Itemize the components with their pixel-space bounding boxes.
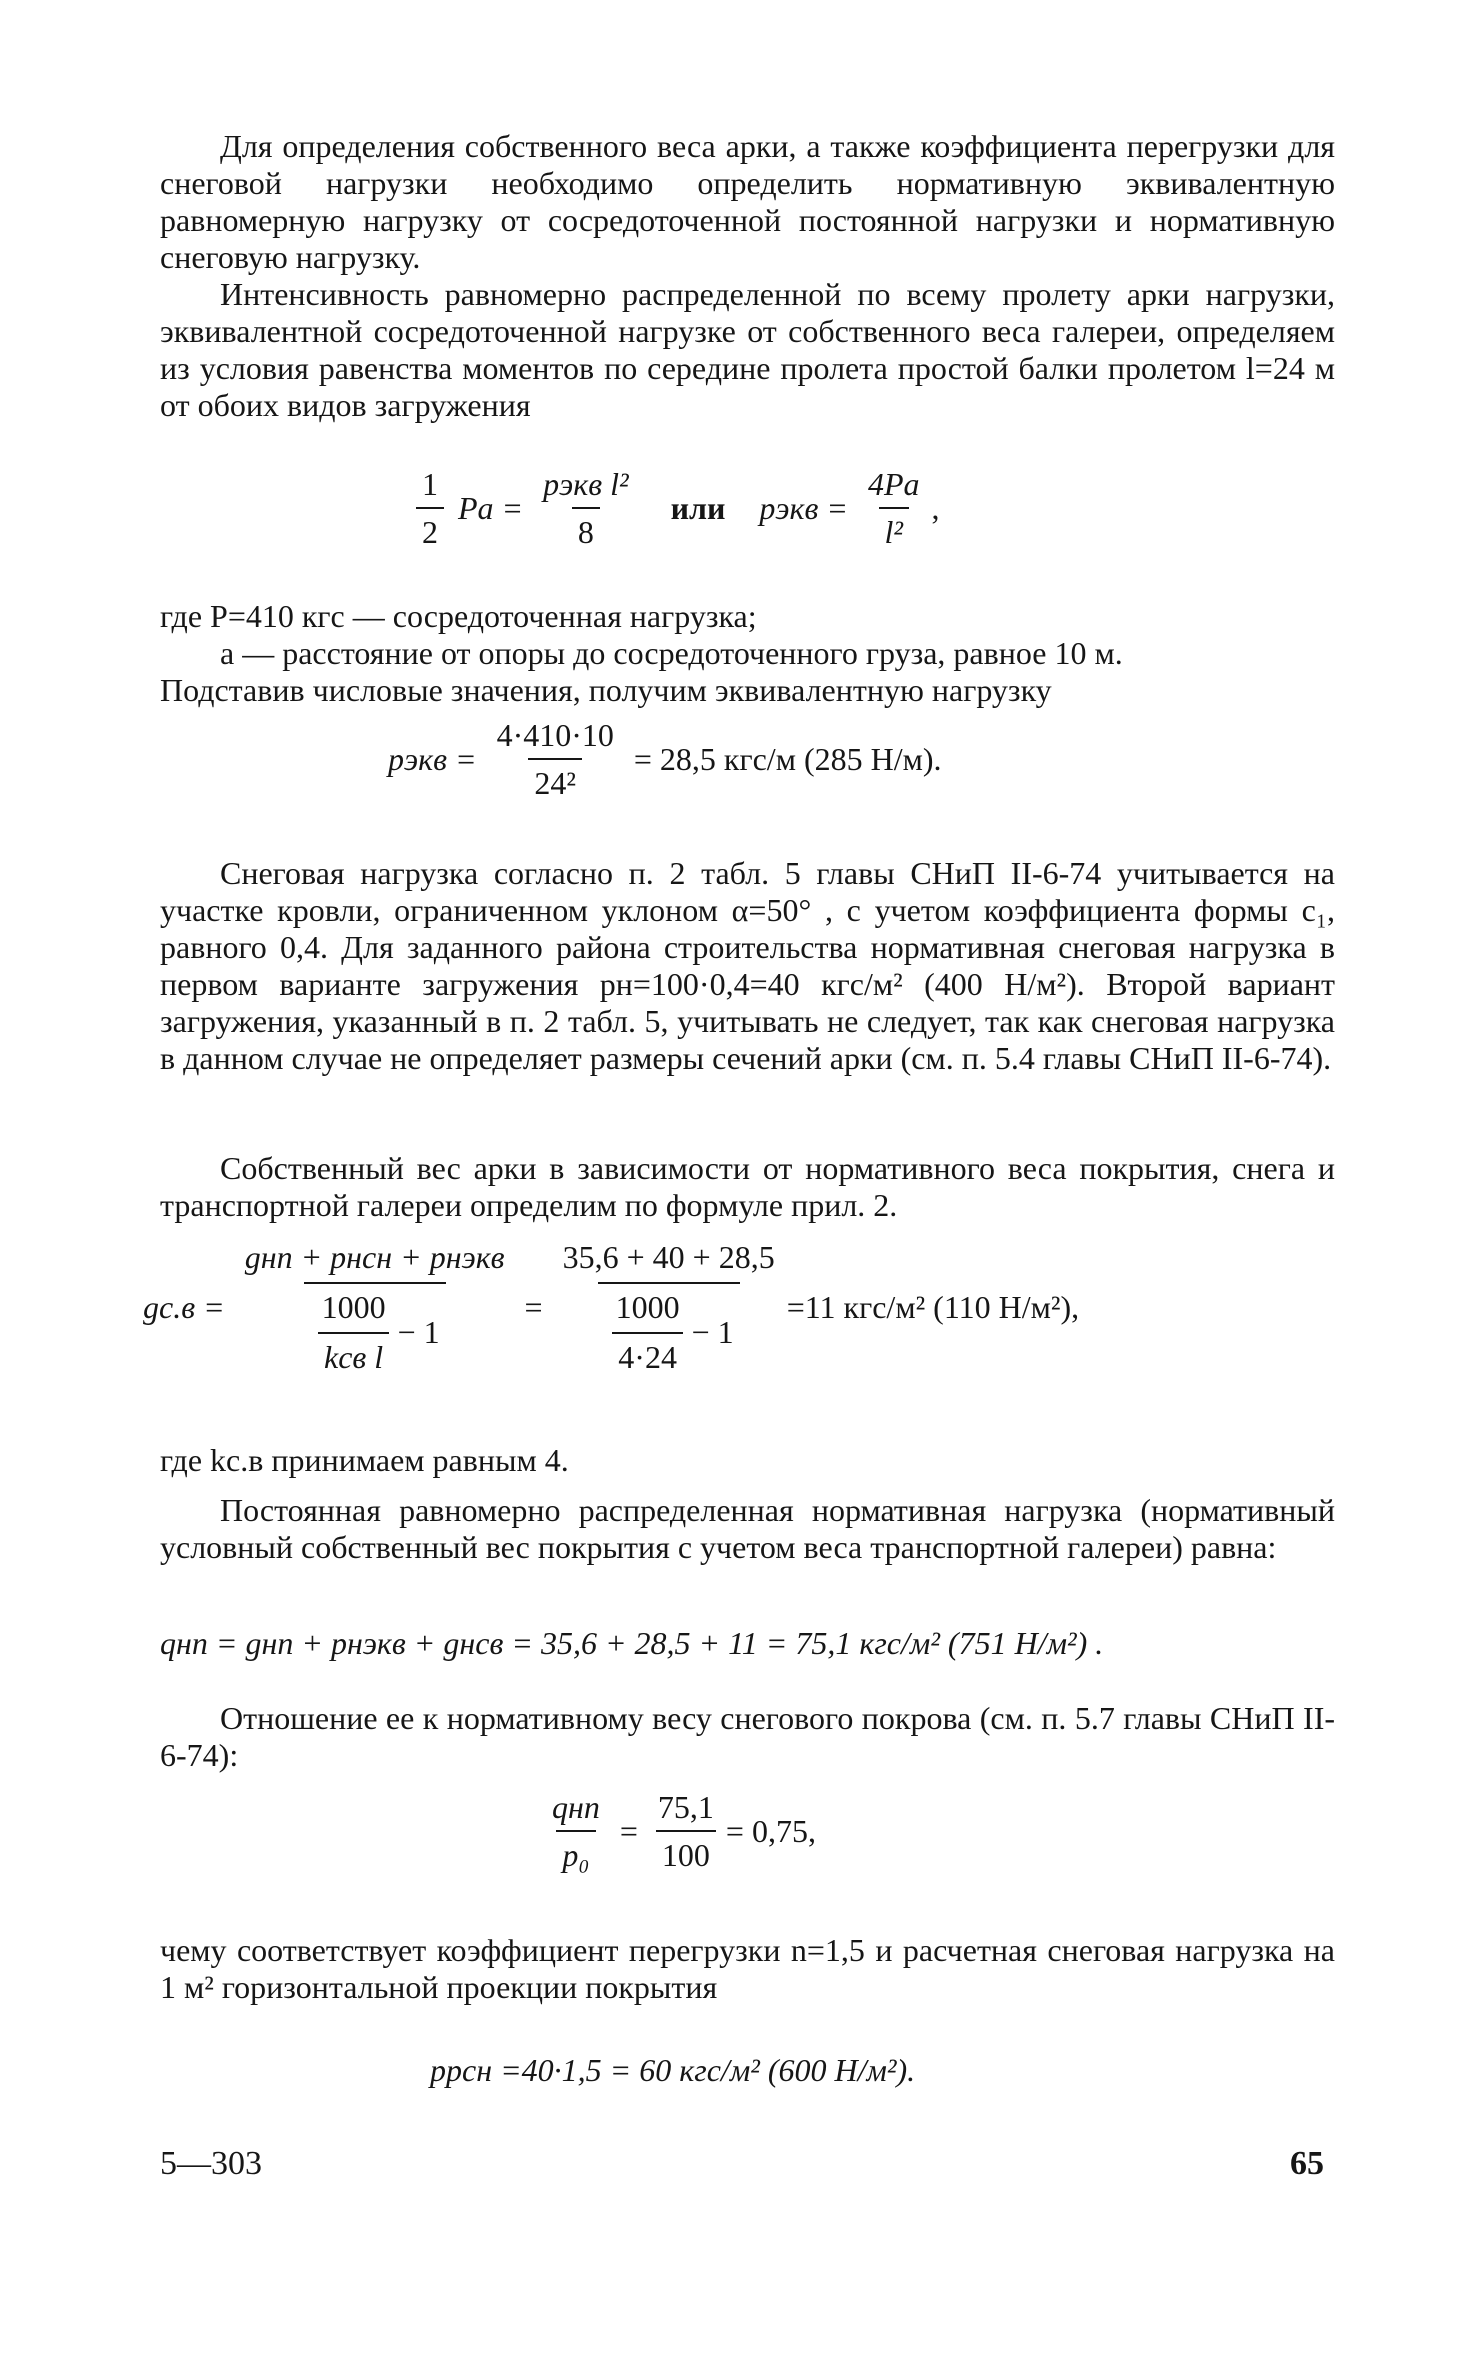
denominator: 2: [416, 507, 444, 551]
fraction-75-over-100: [652, 1788, 720, 1874]
formula-line: pрсн =40·1,5 = 60 кгс/м² (600 Н/м²).: [430, 2052, 916, 2088]
fraction-1000-over-ksv-l: [316, 1288, 392, 1376]
paragraph-intro: [160, 128, 1335, 276]
fraction-equivalent-load: [491, 716, 620, 802]
denominator: 100: [656, 1830, 716, 1874]
numerator: 35,6 + 40 + 28,5: [562, 1239, 775, 1275]
numerator: qнп: [552, 1789, 600, 1825]
formula-equivalent-load: [380, 716, 950, 802]
numerator: 4Pa: [867, 466, 920, 502]
definition-line: a — расстояние от опоры до сосредоточенного груза, равное 10 м.: [220, 635, 1123, 671]
numerator: 1: [422, 466, 438, 502]
formula-term: pэкв =: [388, 740, 477, 777]
fraction-pekv-l2-over-8: [537, 465, 634, 551]
definition-line: где P=410 кгс — сосредоточенная нагрузка;: [160, 598, 757, 634]
denominator: kсв l: [318, 1332, 389, 1376]
paragraph-own-weight: [160, 1150, 1335, 1224]
fraction-numeric: [557, 1238, 781, 1376]
formula-term: − 1: [691, 1314, 734, 1350]
denominator: [304, 1282, 446, 1376]
formula-term: Pa =: [458, 489, 524, 526]
numerator: 4·410·10: [496, 717, 614, 753]
denominator: p₀: [556, 1830, 595, 1874]
fraction-symbolic: [239, 1238, 511, 1376]
paragraph-ksv: [160, 1442, 1335, 1479]
fraction-4pa-over-l2: [862, 465, 926, 551]
paragraph-text: чему соответствует коэффициент перегрузки n=1,5 и расчетная снеговая нагрузка на 1 м² горизонтальной проекции покрытия: [160, 1932, 1335, 2005]
formula-connector: или: [670, 489, 726, 526]
denominator: [598, 1282, 740, 1376]
formula-punctuation: ,: [931, 489, 940, 526]
paragraph-text: Интенсивность равномерно распределенной по всему пролету арки нагрузки, эквивалентной сосредоточенной нагрузке от собственного веса галереи, определяем из условия равенства моментов по середине пролета простой балки пролетом l=24 м от обоих видов загружения: [160, 276, 1335, 423]
formula-design-snow-load: [430, 2052, 915, 2089]
formula-result: = 0,75,: [725, 1812, 816, 1849]
footer-signature: 5—303: [160, 2145, 262, 2182]
paragraph-text: Отношение ее к нормативному весу снегового покрова (см. п. 5.7 главы СНиП II-6-74):: [160, 1700, 1335, 1773]
fraction-qn-over-p0: [546, 1788, 606, 1874]
formula-arch-weight: [135, 1238, 1079, 1376]
paragraph-text: Для определения собственного веса арки, а также коэффициента перегрузки для снеговой нагрузки необходимо определить нормативную эквивалентную равномерную нагрузку от сосредоточенной постоянной нагрузки и нормативную снеговую нагрузку.: [160, 128, 1335, 275]
paragraph-text: Собственный вес арки в зависимости от нормативного веса покрытия, снега и транспортной галереи определим по формуле прил. 2.: [160, 1150, 1335, 1223]
denominator: l²: [879, 507, 909, 551]
numerator: 75,1: [657, 1789, 714, 1825]
denominator: 24²: [528, 758, 582, 802]
formula-line: qнп = gнп + pнэкв + gнсв = 35,6 + 28,5 + 11 = 75,1 кгс/м² (751 Н/м²) .: [160, 1625, 1104, 1661]
formula-term: pэкв =: [759, 489, 848, 526]
paragraph-permanent-load: [160, 1492, 1335, 1566]
paragraph-overload: [160, 1932, 1335, 2006]
formula-ratio: [540, 1788, 816, 1874]
paragraph-text: Постоянная равномерно распределенная нормативная нагрузка (нормативный условный собственный вес покрытия с учетом веса транспортной галереи) равна:: [160, 1492, 1335, 1565]
denominator: 4·24: [612, 1332, 683, 1376]
paragraph-text: где kс.в принимаем равным 4.: [160, 1442, 569, 1478]
fraction-1000-over-4x24: [610, 1288, 686, 1376]
numerator: gнп + pнсн + pнэкв: [244, 1239, 505, 1275]
fraction-one-half: [416, 465, 444, 551]
formula-result: = 28,5 кгс/м (285 Н/м).: [633, 740, 942, 777]
paragraph-ratio: [160, 1700, 1335, 1774]
paragraph-snow-load: [160, 855, 1335, 1077]
formula-result: =11 кгс/м² (110 Н/м²),: [786, 1288, 1080, 1325]
page-number: 65: [1290, 2145, 1324, 2182]
numerator: pэкв l²: [543, 466, 629, 502]
numerator: 1000: [615, 1289, 680, 1325]
paragraph-intensity: [160, 276, 1335, 424]
paragraph-text: Снеговая нагрузка согласно п. 2 табл. 5 главы СНиП II-6-74 учитывается на участке кровли, ограниченном уклоном α=50° , с учетом коэффициента формы c₁, равного 0,4. Для заданного района строительства нормативная снеговая нагрузка в первом варианте загружения pн=100·0,4=40 кгс/м² (400 Н/м²). Второй вариант загружения, указанный в п. 2 табл. 5, учитывать не следует, так как снеговая нагрузка в данном случае не определяет размеры сечений арки (см. п. 5.4 главы СНиП II-6-74).: [160, 855, 1335, 1076]
paragraph-where: [160, 598, 1335, 709]
formula-moment-equality: [410, 465, 940, 551]
formula-term: − 1: [397, 1314, 440, 1350]
numerator: 1000: [321, 1289, 386, 1325]
formula-equals: =: [619, 1812, 638, 1849]
formula-equals: =: [524, 1288, 543, 1325]
formula-permanent-load: [160, 1625, 1103, 1662]
definition-line: Подставив числовые значения, получим эквивалентную нагрузку: [160, 672, 1052, 708]
denominator: 8: [572, 507, 600, 551]
formula-term: gс.в =: [143, 1288, 225, 1325]
